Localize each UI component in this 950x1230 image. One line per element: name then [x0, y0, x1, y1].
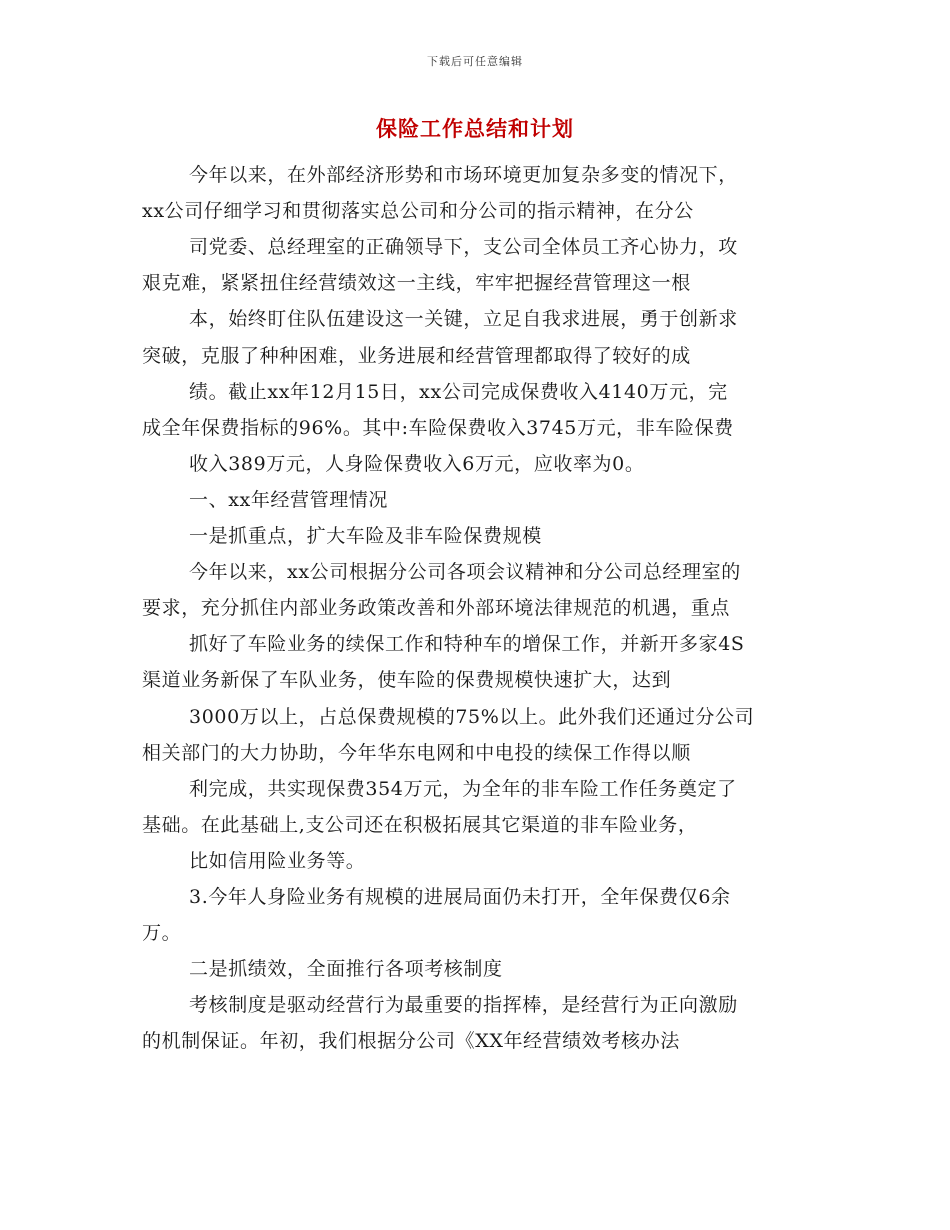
body-line: 基础。在此基础上,支公司还在积极拓展其它渠道的非车险业务，: [142, 813, 698, 836]
body-line: 司党委、总经理室的正确领导下，支公司全体员工齐心协力，攻: [189, 236, 738, 259]
body-line: 艰克难，紧紧扭住经营绩效这一主线，牢牢把握经营管理这一根: [142, 272, 691, 295]
body-line: 绩。截止xx年12月15日，xx公司完成保费收入4140万元，完: [189, 380, 728, 403]
body-line: 比如信用险业务等。: [189, 849, 366, 872]
body-line: 3.今年人身险业务有规模的进展局面仍未打开，全年保费仅6余: [189, 886, 731, 908]
body-line: 今年以来，在外部经济形势和市场环境更加复杂多变的情况下，: [189, 164, 738, 186]
body-line: 渠道业务新保了车队业务，使车险的保费规模快速扩大，达到: [142, 669, 672, 692]
header-note: 下载后可任意编辑: [427, 55, 523, 68]
body-line: 一、xx年经营管理情况: [189, 488, 389, 511]
body-line: 万。: [142, 922, 182, 945]
body-line: 抓好了车险业务的续保工作和特种车的增保工作，并新开多家4S: [189, 633, 745, 656]
body-line: 一是抓重点，扩大车险及非车险保费规模: [189, 525, 542, 547]
body-line: 考核制度是驱动经营行为最重要的指挥棒，是经营行为正向激励: [189, 994, 738, 1017]
body-line: 本，始终盯住队伍建设这一关键，立足自我求进展，勇于创新求: [189, 308, 738, 331]
body-line: xx公司仔细学习和贯彻落实总公司和分公司的指示精神，在分公: [142, 200, 694, 223]
body-line: 收入389万元，人身险保费收入6万元，应收率为0。: [189, 452, 645, 475]
body-line: 3000万以上，占总保费规模的75%以上。此外我们还通过分公司: [189, 705, 755, 728]
body-line: 今年以来，xx公司根据分公司各项会议精神和分公司总经理室的: [189, 561, 741, 584]
body-line: 二是抓绩效，全面推行各项考核制度: [189, 958, 503, 981]
document-title: 保险工作总结和计划: [376, 116, 574, 141]
body-line: 成全年保费指标的96%。其中:车险保费收入3745万元，非车险保费: [142, 416, 734, 439]
body-line: 利完成，共实现保费354万元，为全年的非车险工作任务奠定了: [189, 777, 737, 800]
body-line: 的机制保证。年初，我们根据分公司《XX年经营绩效考核办法: [142, 1030, 680, 1053]
body-line: 突破，克服了种种困难，业务进展和经营管理都取得了较好的成: [142, 344, 691, 367]
body-line: 相关部门的大力协助，今年华东电网和中电投的续保工作得以顺: [142, 741, 691, 764]
body-line: 要求，充分抓住内部业务政策改善和外部环境法律规范的机遇，重点: [142, 597, 731, 620]
